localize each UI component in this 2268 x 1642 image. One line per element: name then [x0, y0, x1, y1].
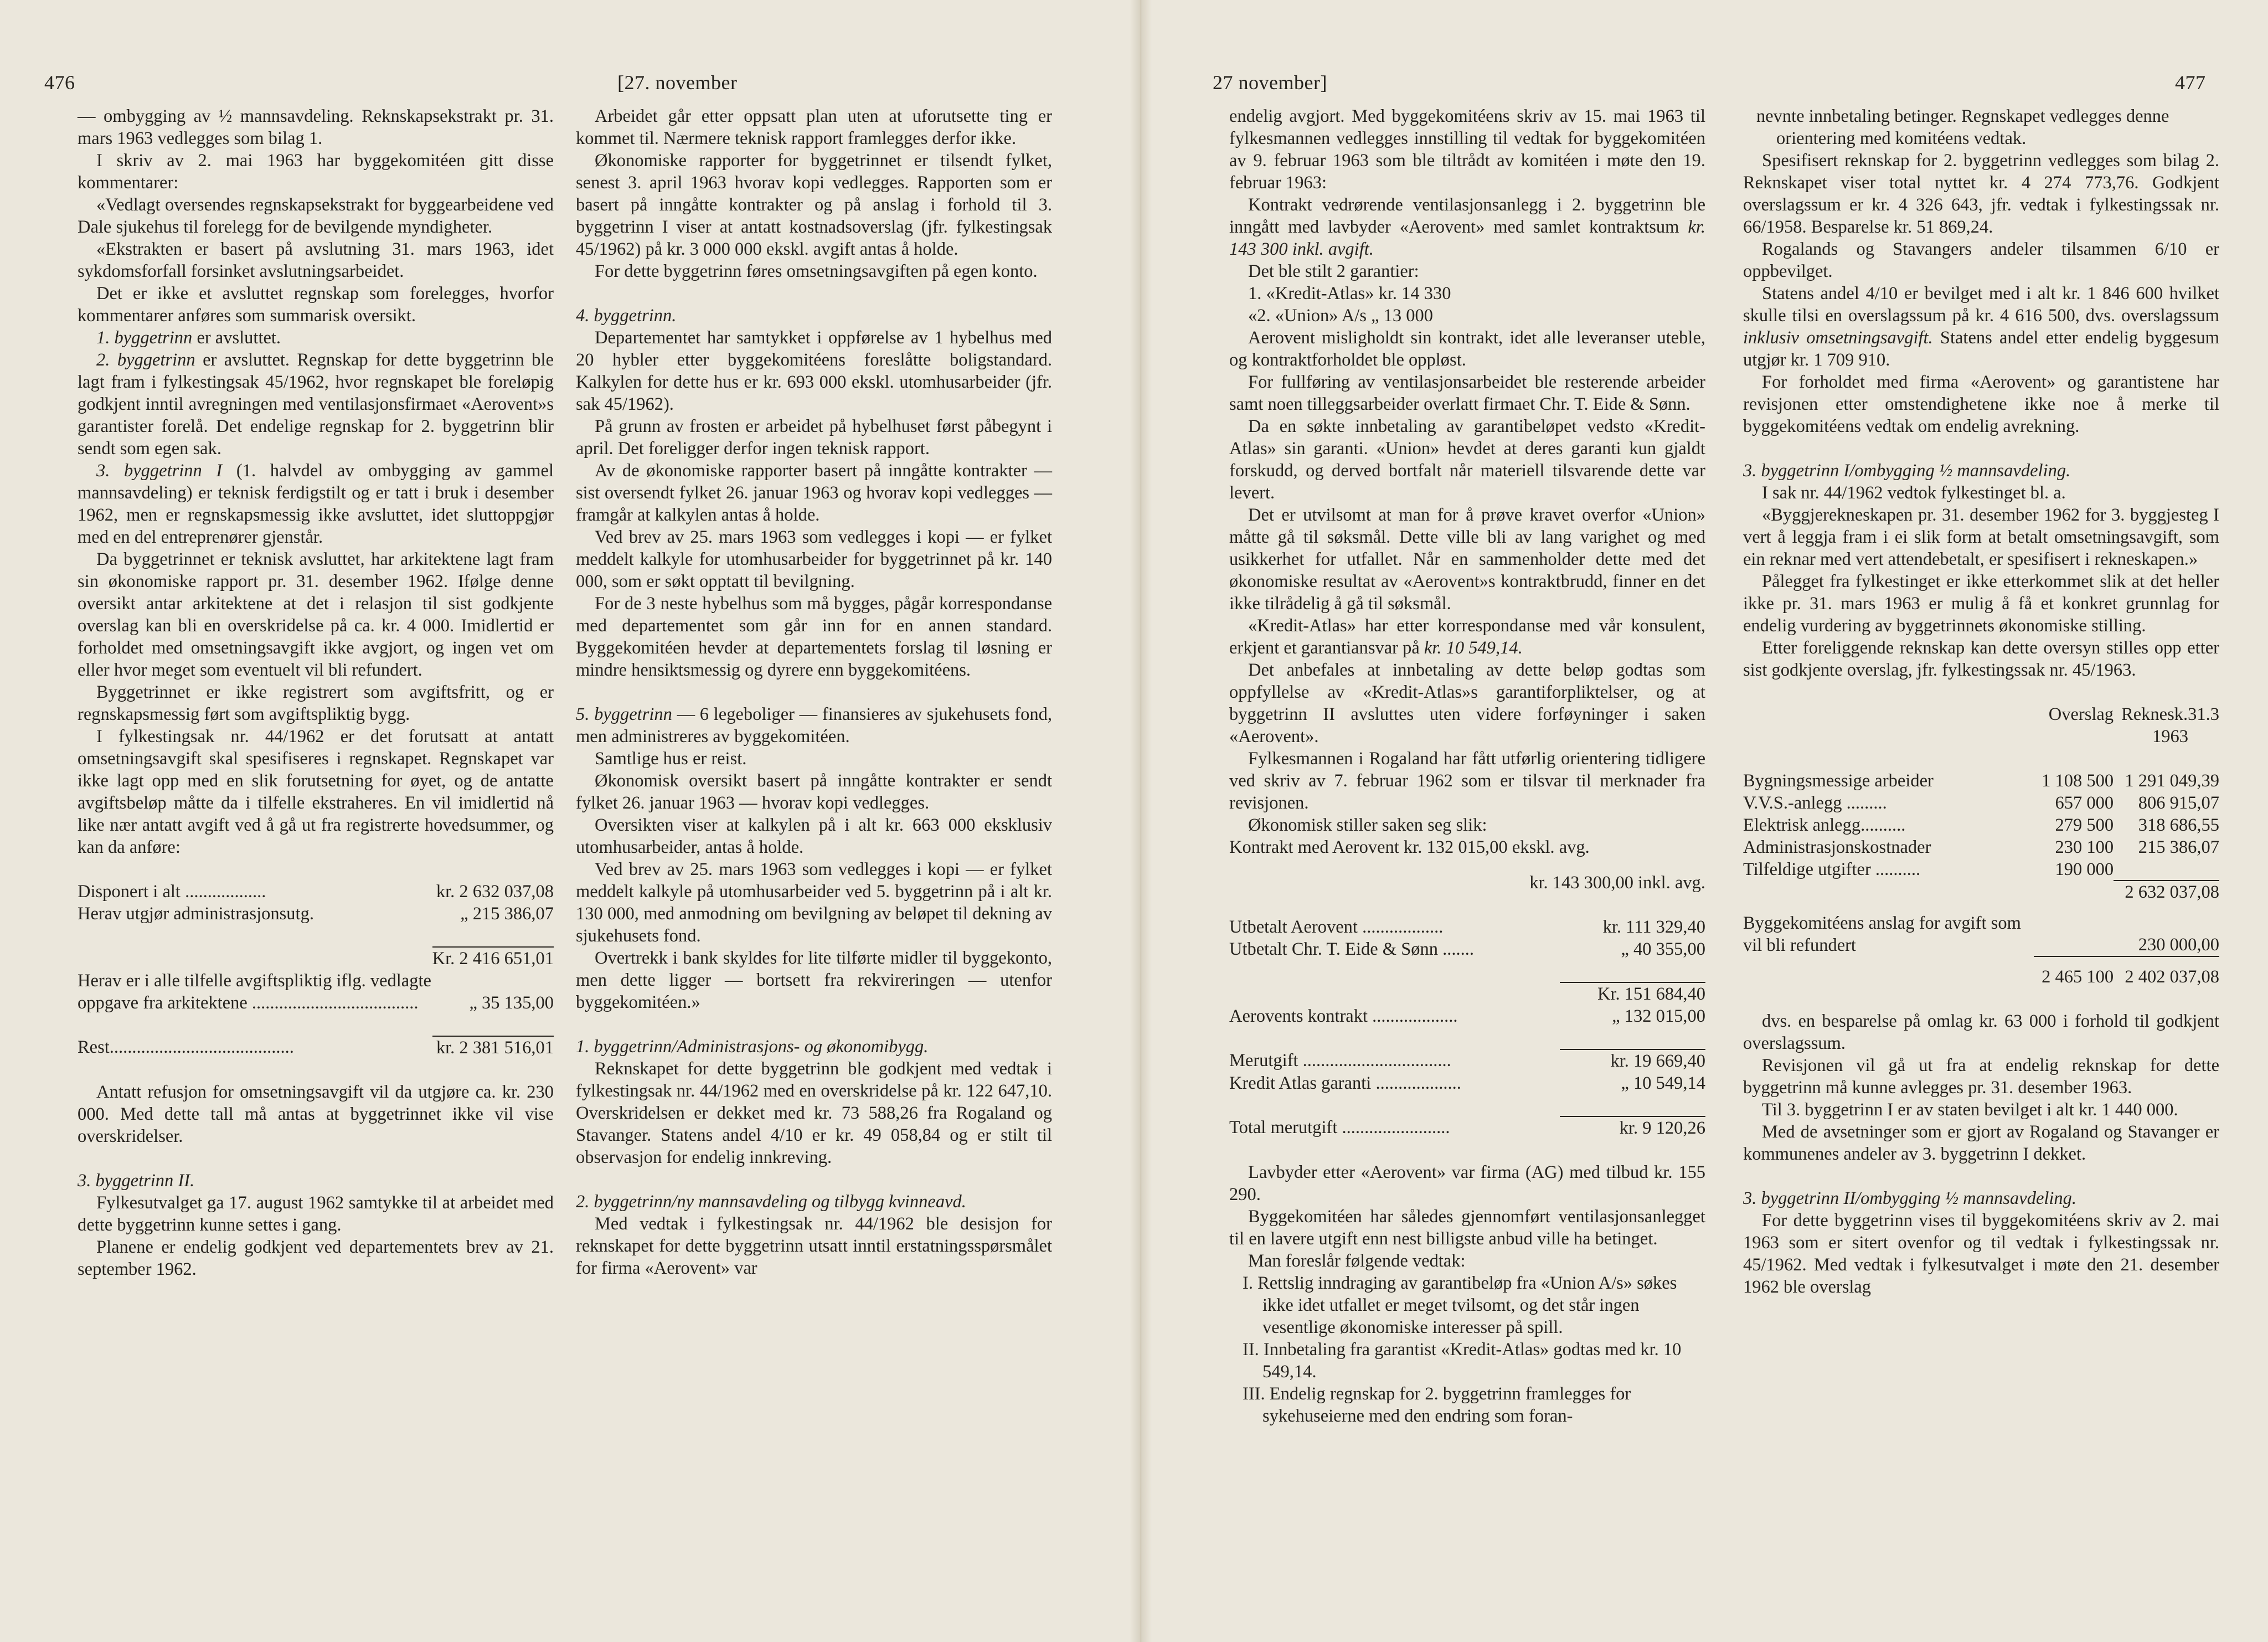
- paragraph: Økonomiske rapporter for byggetrinnet er tilsendt fylket, senest 3. april 1963 hvorav kopi vedlegges. Rapporten som er basert på inngåtte kontrakter og på anslag i forhold til 3. byggetrinn I viser at antatt kostnadsoverslag (jfr. fylkestingsak 45/1962) på kr. 3 000 000 ekskl. avgift antas å holde.: [576, 151, 1052, 259]
- paragraph: Da en søkte innbetaling av garantibeløpet vedsto «Kredit-Atlas» sin garanti. «Union» hevdet at deres garanti kun gjaldt forskudd, og derved bortfalt når materiell tilsvarende dette var levert.: [1229, 416, 1705, 503]
- paragraph: Fylkesutvalget ga 17. august 1962 samtykke til at arbeidet med dette byggetrinn kunne settes i gang.: [78, 1193, 554, 1235]
- ledger-label: Kredit Atlas garanti ...................: [1229, 1073, 1461, 1093]
- right-column-2: [1743, 105, 2219, 1298]
- budget-row-reknesk: [2114, 858, 2219, 881]
- paragraph: I sak nr. 44/1962 vedtok fylkestinget bl. a.: [1762, 483, 2066, 503]
- paragraph: Til 3. byggetrinn I er av staten bevilget i alt kr. 1 440 000.: [1762, 1100, 2178, 1120]
- resolution-item: III. Endelig regnskap for 2. byggetrinn framlegges for sykehuseierne med den endring som foran-: [1243, 1384, 1631, 1426]
- paragraph: Ved brev av 25. mars 1963 som vedlegges i kopi — er fylket meddelt kalkyle på utomhusarbeider ved 5. byggetrinn på i alt kr. 130 000, med anmodning om bevilgning av beløpet til dekning av sjukehusets fond.: [576, 859, 1052, 946]
- ledger-amount: „ 132 015,00: [1612, 1006, 1705, 1026]
- paragraph: Med de avsetninger som er gjort av Rogaland og Stavanger er kommunenes andeler av 3. byggetrinn I dekket.: [1743, 1122, 2219, 1164]
- ledger-amount: „ 35 135,00: [469, 993, 554, 1013]
- paragraph: Kontrakt med Aerovent kr. 132 015,00 ekskl. avg.: [1229, 837, 1590, 857]
- paragraph: Det ble stilt 2 garantier:: [1248, 261, 1419, 281]
- budget-row-overslag: 190 000: [2055, 859, 2114, 879]
- paragraph: Kontrakt vedrørende ventilasjonsanlegg i 2. byggetrinn ble inngått med lavbyder «Aerovent» med samlet kontraktsum kr. 143 300 inkl. avgift.: [1229, 195, 1705, 259]
- budget-refund-amount: 230 000,00: [2138, 935, 2219, 955]
- section-heading: 3. byggetrinn II/ombygging ½ mannsavdeling.: [1743, 1188, 2077, 1208]
- budget-row: [1743, 792, 2219, 814]
- paragraph: «Vedlagt oversendes regnskapsekstrakt for byggearbeidene ved Dale sjukehus til forelegg for de bevilgende myndigheter.: [78, 195, 554, 237]
- ledger-subtotal: Kr. 151 684,40: [1560, 982, 1705, 1005]
- paragraph: Departementet har samtykket i oppførelse av 1 hybelhus med 20 hybler etter byggekomitéens foreslåtte boligstandard. Kalkylen for dette hus er kr. 693 000 ekskl. utomhusarbeider (jfr. sak 45/1962).: [576, 328, 1052, 414]
- right-column-1: [1229, 105, 1705, 1427]
- budget-row-reknesk: 318 686,55: [2138, 815, 2219, 835]
- paragraph: Det er ikke et avsluttet regnskap som forelegges, hvorfor kommentarer anføres som summarisk oversikt.: [78, 284, 554, 326]
- budget-row: [1743, 836, 2219, 858]
- ledger-amount: „ 215 386,07: [460, 904, 554, 924]
- ledger-label: Utbetalt Chr. T. Eide & Sønn .......: [1229, 939, 1475, 959]
- running-header-date: 27 november]: [1213, 71, 1327, 94]
- left-column-1: [78, 105, 554, 1280]
- paragraph: endelig avgjort. Med byggekomitéens skriv av 15. mai 1963 til fylkesmannen vedlegges innstilling til vedtak for byggekomitéen av 9. februar 1963 som ble tiltrådt av komitéen i møte den 19. februar 1963:: [1229, 106, 1705, 193]
- budget-refund-label: Byggekomitéens anslag for avgift som vil bli refundert: [1743, 913, 2021, 955]
- ledger-label: Herav utgjør administrasjonsutg.: [78, 904, 314, 924]
- paragraph: Det er utvilsomt at man for å prøve kravet overfor «Union» måtte gå til søksmål. Dette ville bli av lang varighet og med usikkerhet for utfallet. Når en sammenholder dette med det økonomiske resultat av «Aerovent»s kontraktbrudd, finner en det ikke tilrådelig å gå til søksmål.: [1229, 505, 1705, 614]
- ledger-label: Merutgift .................................: [1229, 1051, 1451, 1070]
- ledger-amount: kr. 2 632 037,08: [436, 882, 554, 902]
- ledger-label: Disponert i alt ..................: [78, 882, 266, 902]
- paragraph: Fylkesmannen i Rogaland har fått utførlig orientering tidligere ved skriv av 7. februar 1962 som er tilsvar til merknader fra revisjonen.: [1229, 749, 1705, 813]
- ledger-label: Rest.........................................: [78, 1037, 294, 1057]
- budget-header-reknesk: Reknesk.31.3: [2121, 704, 2219, 724]
- paragraph: Da byggetrinnet er teknisk avsluttet, har arkitektene lagt fram sin økonomiske rapport pr. 31. desember 1962. Ifølge denne oversikt antar arkitektene at det i relasjon til sist godkjente overslag kan bli en overskridelse på ca. kr. 4 000. Imidlertid er forholdet med omsetningsavgift ikke avgjort, og ingen vet om eller hvor meget som eventuelt vil bli refundert.: [78, 549, 554, 680]
- paragraph: «Kredit-Atlas» har etter korrespondanse med vår konsulent, erkjent et garantiansvar på kr. 10 549,14.: [1229, 616, 1705, 658]
- paragraph: «Ekstrakten er basert på avslutning 31. mars 1963, idet sykdomsforfall forsinket avslutningsarbeidet.: [78, 239, 554, 281]
- paragraph: «Byggjerekneskapen pr. 31. desember 1962 for 3. byggjesteg I vert å leggja fram i ei slik form at betalt omsetningsavgift, som ein reknar med vert attendebetalt, er spesifisert i rekneskapen.»: [1743, 505, 2219, 569]
- paragraph: Statens andel 4/10 er bevilget med i alt kr. 1 846 600 hvilket skulle tilsi en overslagssum på kr. 4 616 500, dvs. overslagssum inklusiv omsetningsavgift. Statens andel etter endelig byggesum utgjør kr. 1 709 910.: [1743, 284, 2219, 370]
- budget-row-overslag: 657 000: [2055, 793, 2114, 813]
- budget-row: [1743, 770, 2219, 792]
- budget-row-overslag: 230 100: [2055, 837, 2114, 857]
- budget-row-overslag: 1 108 500: [2042, 771, 2114, 791]
- resolution-item: I. Rettslig inndraging av garantibeløp fra «Union A/s» søkes ikke idet utfallet er meget tvilsomt, og det står ingen vesentlige økonomiske interesser på spill.: [1243, 1273, 1677, 1337]
- budget-row-label: Tilfeldige utgifter ..........: [1743, 859, 1921, 879]
- budget-row-overslag: 279 500: [2055, 815, 2114, 835]
- section-label: 3. byggetrinn I: [96, 461, 223, 481]
- budget-total-overslag: 2 465 100: [2034, 956, 2114, 988]
- paragraph: Revisjonen vil gå ut fra at endelig reknskap for dette byggetrinn må kunne avlegges pr. 31. desember 1963.: [1743, 1056, 2219, 1098]
- paragraph: Det anbefales at innbetaling av dette beløp godtas som oppfyllelse av «Kredit-Atlas»s garantiforpliktelser, og at byggetrinn II avsluttes uten videre forføyninger i saken «Aerovent».: [1229, 660, 1705, 747]
- page-number: 477: [2175, 71, 2206, 94]
- paragraph: Reknskapet for dette byggetrinn ble godkjent med vedtak i fylkestingsak nr. 44/1962 med en overskridelse på kr. 122 647,10. Overskridelsen er dekket med kr. 73 588,26 fra Rogaland og Stavanger. Statens andel 4/10 er kr. 49 058,84 og er stilt til observasjon for endelig innkreving.: [576, 1059, 1052, 1167]
- ledger-amount: „ 10 549,14: [1621, 1073, 1705, 1093]
- section-label: 5. byggetrinn: [576, 704, 672, 724]
- paragraph: Byggetrinnet er ikke registrert som avgiftsfritt, og er regnskapsmessig ført som avgiftspliktig bygg.: [78, 682, 554, 724]
- ledger-total: kr. 9 120,26: [1560, 1116, 1705, 1139]
- paragraph: Pålegget fra fylkestinget er ikke etterkommet slik at det heller ikke pr. 31. mars 1963 er mulig å få et konkret grunnlag for endelig vurdering av byggetrinnets økonomiske stilling.: [1743, 572, 2219, 636]
- budget-row: [1743, 814, 2219, 836]
- running-header-date: [27. november: [617, 71, 738, 94]
- paragraph: Med vedtak i fylkestingsak nr. 44/1962 ble desisjon for reknskapet for dette byggetrinn utsatt inntil erstatningsspørsmålet for firma «Aerovent» var: [576, 1214, 1052, 1278]
- paragraph: nevnte innbetaling betinger. Regnskapet vedlegges denne orientering med komitéens vedtak.: [1756, 106, 2169, 148]
- budget-row-reknesk: 215 386,07: [2138, 837, 2219, 857]
- ledger-label: Utbetalt Aerovent ..................: [1229, 917, 1444, 937]
- page-number: 476: [44, 71, 75, 94]
- ledger-subtotal: Kr. 2 416 651,01: [432, 947, 554, 970]
- section-heading: 4. byggetrinn.: [576, 306, 677, 326]
- paragraph: Planene er endelig godkjent ved departementets brev av 21. september 1962.: [78, 1237, 554, 1279]
- paragraph: Rogalands og Stavangers andeler tilsammen 6/10 er oppbevilget.: [1743, 239, 2219, 281]
- ledger-label: Herav er i alle tilfelle avgiftspliktig iflg. vedlagte oppgave fra arkitektene .....................................: [78, 971, 431, 1013]
- paragraph: For forholdet med firma «Aerovent» og garantistene har revisjonen etter omstendighetene ikke noe å merke til byggekomitéens vedtak om endelig avrekning.: [1743, 372, 2219, 436]
- paragraph: 3. byggetrinn I (1. halvdel av ombygging av gammel mannsavdeling) er teknisk ferdigstilt og er tatt i bruk i desember 1962, men er regnskapsmessig ikke avsluttet, idet sluttoppgjør med en del entreprenører gjenstår.: [78, 461, 554, 547]
- section-label: 2. byggetrinn: [96, 350, 195, 370]
- section-label: 1. byggetrinn: [96, 328, 193, 348]
- budget-row-label: Elektrisk anlegg..........: [1743, 815, 1906, 835]
- section-heading: 2. byggetrinn/ny mannsavdeling og tilbygg kvinneavd.: [576, 1192, 966, 1212]
- budget-row-reknesk: 806 915,07: [2138, 793, 2219, 813]
- guarantee-line: 1. «Kredit-Atlas» kr. 14 330: [1248, 284, 1451, 303]
- ledger-total: kr. 2 381 516,01: [432, 1036, 554, 1059]
- paragraph: Samtlige hus er reist.: [595, 749, 747, 769]
- paragraph: Overtrekk i bank skyldes for lite tilførte midler til byggekonto, men dette ligger — bortsett fra rekvireringen — utenfor byggekomitéen.»: [576, 948, 1052, 1012]
- budget-subtotal: 2 632 037,08: [2114, 881, 2219, 903]
- paragraph: Etter foreliggende reknskap kan dette oversyn stilles opp etter sist godkjente overslag, jfr. fylkestingssak nr. 45/1963.: [1743, 638, 2219, 680]
- budget-row: [1743, 858, 2219, 881]
- paragraph: Aerovent misligholdt sin kontrakt, idet alle leveranser uteble, og kontraktforholdet ble oppløst.: [1229, 328, 1705, 370]
- paragraph: For de 3 neste hybelhus som må bygges, pågår korrespondanse med departementet som går inn for en annen standard. Byggekomitéen hevder at departementets forslag til løsning er mindre hensiktsmessig og dyrere enn byggekomitéens.: [576, 594, 1052, 680]
- section-heading: 1. byggetrinn/Administrasjons- og økonomibygg.: [576, 1037, 929, 1057]
- ledger-table: [1229, 916, 1705, 1139]
- paragraph: Lavbyder etter «Aerovent» var firma (AG) med tilbud kr. 155 290.: [1229, 1162, 1705, 1205]
- budget-row-label: V.V.S.-anlegg .........: [1743, 793, 1887, 813]
- paragraph: Arbeidet går etter oppsatt plan uten at uforutsette ting er kommet til. Nærmere teknisk rapport framlegges derfor ikke.: [576, 106, 1052, 148]
- ledger-table: [78, 881, 554, 1059]
- budget-total-reknesk: 2 402 037,08: [2114, 956, 2219, 988]
- budget-row-label: Administrasjonskostnader: [1743, 837, 1931, 857]
- paragraph: 1. byggetrinn er avsluttet.: [96, 328, 281, 348]
- right-page: [1134, 0, 2268, 1642]
- paragraph: For dette byggetrinn vises til byggekomitéens skriv av 2. mai 1963 som er sitert ovenfor og til vedtak i fylkestingssak nr. 45/1962. Med vedtak i fylkesutvalget i møte den 21. desember 1962 ble overslag: [1743, 1211, 2219, 1297]
- paragraph: Av de økonomiske rapporter basert på inngåtte kontrakter — sist oversendt fylket 26. januar 1963 og hvorav kopi vedlegges — framgår at kalkylen antas å holde.: [576, 461, 1052, 525]
- paragraph: 2. byggetrinn er avsluttet. Regnskap for dette byggetrinn ble lagt fram i fylkestingsak 45/1962, hvor regnskapet ble foreløpig godkjent inntil avregningen med ventilasjonsfirmaet «Aerovent»s garantister forelå. Det endelige regnskap for 2. byggetrinn blir sendt som egen sak.: [78, 350, 554, 459]
- paragraph: Oversikten viser at kalkylen på i alt kr. 663 000 eksklusiv utomhusarbeider, antas å holde.: [576, 815, 1052, 857]
- paragraph: — ombygging av ½ mannsavdeling. Reknskapsekstrakt pr. 31. mars 1963 vedlegges som bilag 1.: [78, 106, 554, 148]
- paragraph: Antatt refusjon for omsetningsavgift vil da utgjøre ca. kr. 230 000. Med dette tall må antas at byggetrinnet ikke vil vise overskridelser.: [78, 1082, 554, 1146]
- resolution-item: II. Innbetaling fra garantist «Kredit-Atlas» godtas med kr. 10 549,14.: [1243, 1340, 1682, 1382]
- paragraph: kr. 143 300,00 inkl. avg.: [1529, 873, 1705, 893]
- paragraph: Økonomisk stiller saken seg slik:: [1248, 815, 1487, 835]
- paragraph: For fullføring av ventilasjonsarbeidet ble resterende arbeider samt noen tilleggsarbeider overlatt firmaet Chr. T. Eide & Sønn.: [1229, 372, 1705, 414]
- paragraph: Ved brev av 25. mars 1963 som vedlegges i kopi — er fylket meddelt kalkyle for utomhusarbeider for byggetrinnet på kr. 140 000, som er søkt opptatt til bevilgning.: [576, 527, 1052, 591]
- paragraph: 5. byggetrinn — 6 legeboliger — finansieres av sjukehusets fond, men administreres av byggekomitéen.: [576, 704, 1052, 747]
- budget-row-label: Bygningsmessige arbeider: [1743, 771, 1934, 791]
- budget-row-reknesk: 1 291 049,39: [2125, 771, 2219, 791]
- paragraph: På grunn av frosten er arbeidet på hybelhuset først påbegynt i april. Det foreligger derfor ingen teknisk rapport.: [576, 416, 1052, 459]
- ledger-label: Total merutgift ........................: [1229, 1118, 1450, 1137]
- ledger-amount: kr. 111 329,40: [1602, 917, 1705, 937]
- paragraph: Økonomisk oversikt basert på inngåtte kontrakter er sendt fylket 26. januar 1963 — hvorav kopi vedlegges.: [576, 771, 1052, 813]
- paragraph: dvs. en besparelse på omlag kr. 63 000 i forhold til godkjent overslagssum.: [1743, 1011, 2219, 1053]
- ledger-label: Aerovents kontrakt ...................: [1229, 1006, 1458, 1026]
- ledger-amount: kr. 19 669,40: [1560, 1049, 1705, 1072]
- paragraph: Spesifisert reknskap for 2. byggetrinn vedlegges som bilag 2. Reknskapet viser total nyttet kr. 4 274 773,76. Godkjent overslagssum er kr. 4 326 643, jfr. vedtak i fylkestingssak nr. 66/1958. Besparelse kr. 51 869,24.: [1743, 151, 2219, 237]
- paragraph: For dette byggetrinn føres omsetningsavgiften på egen konto.: [595, 261, 1038, 281]
- section-heading: 3. byggetrinn II.: [78, 1171, 195, 1191]
- paragraph: Man foreslår følgende vedtak:: [1248, 1251, 1466, 1271]
- paragraph: Byggekomitéen har således gjennomført ventilasjonsanlegget til en lavere utgift enn nest billigste anbud ville ha betinget.: [1229, 1207, 1705, 1249]
- budget-table: [1743, 703, 2219, 988]
- budget-header-year: 1963: [2152, 727, 2189, 747]
- paragraph: I skriv av 2. mai 1963 har byggekomitéen gitt disse kommentarer:: [78, 151, 554, 193]
- ledger-amount: „ 40 355,00: [1621, 939, 1705, 959]
- paragraph: I fylkestingsak nr. 44/1962 er det forutsatt at antatt omsetningsavgift skal spesifiseres i regnskapet. Regnskapet var ikke lagt opp med en slik forutsetning for øyet, og de antatte avgiftsbeløp måtte da i tilfelle ekstraheres. En vil imidlertid nå like nær antatt avgift ved å gå ut fra registrerte hovedsummer, og kan da anføre:: [78, 727, 554, 857]
- section-heading: 3. byggetrinn I/ombygging ½ mannsavdeling.: [1743, 461, 2071, 481]
- guarantee-line: «2. «Union» A/s „ 13 000: [1248, 306, 1434, 326]
- left-column-2: [576, 105, 1052, 1279]
- budget-header-overslag: Overslag: [2048, 704, 2114, 724]
- budget-rows: [1743, 770, 2219, 881]
